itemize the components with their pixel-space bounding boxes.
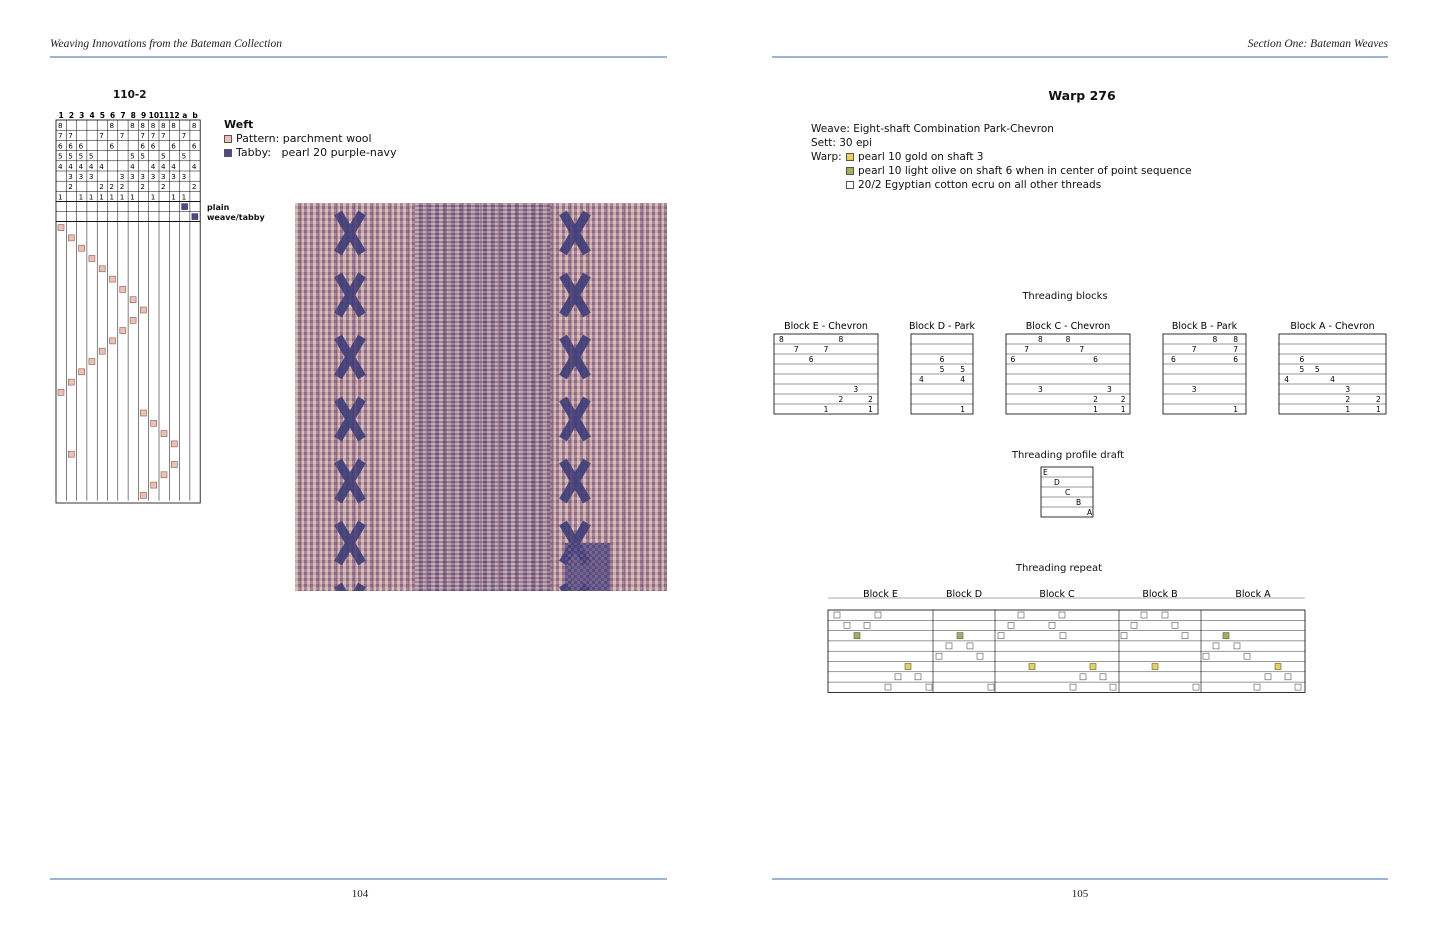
block-name-label: Block C - Chevron	[1025, 321, 1111, 332]
gold-swatch	[846, 153, 854, 161]
tieup-cell: 8	[191, 121, 197, 130]
repeat-thread-mark	[854, 633, 860, 639]
tieup-header-label: 10	[148, 111, 160, 120]
left-page-number: 104	[351, 888, 369, 900]
block-cell: 2	[1093, 395, 1098, 404]
tieup-cell: 2	[109, 182, 115, 192]
plain-weave-label-line2: weave/tabby	[207, 213, 265, 222]
tieup-cell: 4	[150, 161, 156, 171]
repeat-thread-mark	[957, 633, 963, 639]
repeat-thread-mark	[864, 622, 870, 628]
repeat-title: Threading repeat	[1015, 563, 1103, 574]
repeat-block-label: Block C	[1039, 589, 1075, 600]
treadling-mark	[68, 451, 74, 457]
tieup-cell: 5	[68, 151, 73, 161]
repeat-thread-mark	[967, 643, 973, 649]
repeat-thread-mark	[905, 664, 911, 670]
block-cell: 4	[918, 375, 924, 384]
repeat-thread-mark	[875, 612, 881, 618]
repeat-thread-mark	[885, 684, 891, 690]
warp-row-2	[811, 164, 1192, 178]
weft-legend	[224, 118, 397, 160]
block-name-label: Block E - Chevron	[784, 321, 868, 332]
tieup-cell: 3	[181, 172, 187, 181]
block-name-label: Block D - Park	[908, 321, 976, 332]
treadling-mark	[171, 441, 177, 447]
warp-item-1: pearl 10 gold on shaft 3	[858, 151, 984, 163]
repeat-thread-mark	[1008, 622, 1014, 628]
profile-letter: E	[1043, 468, 1048, 477]
profile-letter: A	[1087, 508, 1093, 517]
repeat-thread-mark	[895, 674, 901, 680]
sett-row	[811, 136, 1192, 150]
left-footer-rule	[50, 878, 667, 880]
tieup-cell: 5	[78, 151, 84, 161]
tieup-cell: 7	[181, 131, 187, 141]
tieup-cell: 8	[58, 121, 63, 130]
tieup-cell: 3	[130, 172, 135, 181]
treadling-mark	[99, 266, 105, 272]
repeat-thread-mark	[946, 643, 952, 649]
block-cell: 7	[1191, 345, 1197, 354]
tieup-cell: 7	[119, 131, 125, 141]
block-cell: 6	[1170, 355, 1176, 364]
weft-pattern-row	[224, 132, 397, 146]
block-cell: 4	[1330, 375, 1335, 384]
olive-swatch	[846, 167, 854, 175]
tieup-cell: 4	[99, 161, 104, 171]
repeat-block-label: Block B	[1142, 589, 1178, 600]
repeat-thread-mark	[1018, 612, 1024, 618]
tieup-cell: 4	[130, 161, 135, 171]
block-cell: 8	[779, 335, 784, 344]
tieup-header-label: 3	[79, 111, 85, 120]
block-cell: 3	[1191, 385, 1197, 394]
repeat-thread-mark	[1295, 684, 1301, 690]
treadling-mark	[151, 482, 157, 488]
right-footer-rule	[772, 878, 1388, 880]
repeat-thread-mark	[1203, 653, 1209, 659]
repeat-thread-mark	[988, 684, 994, 690]
block-cell: 8	[1233, 335, 1239, 344]
block-cell: 1	[1345, 405, 1351, 414]
tieup-cell: 5	[58, 151, 63, 161]
profile-letter: B	[1076, 498, 1082, 507]
right-running-head: Section One: Bateman Weaves	[1247, 38, 1388, 50]
tieup-cell: 2	[68, 182, 73, 192]
tieup-cell: 3	[68, 172, 73, 181]
block-cell: 1	[823, 405, 829, 414]
block-cell: 4	[1284, 375, 1290, 384]
tieup-cell: 7	[161, 131, 166, 141]
tieup-cell: 8	[150, 121, 156, 130]
block-cell: 1	[1120, 405, 1126, 414]
block-cell: 8	[838, 335, 844, 344]
block-cell: 1	[1093, 405, 1098, 414]
tieup-cell: 3	[150, 172, 156, 181]
treadling-mark	[58, 225, 64, 231]
tabby-mark	[192, 214, 198, 220]
plain-weave-label-line1: plain	[207, 203, 230, 212]
tieup-cell: 8	[161, 121, 166, 130]
tieup-header-label: 8	[130, 111, 136, 120]
repeat-thread-mark	[1060, 633, 1066, 639]
tieup-cell: 5	[140, 151, 145, 161]
pattern-color-swatch	[224, 135, 232, 143]
treadling-mark	[120, 286, 126, 292]
block-cell: 7	[1079, 345, 1085, 354]
treadling-mark	[140, 410, 146, 416]
repeat-thread-mark	[1110, 684, 1116, 690]
repeat-thread-mark	[936, 653, 942, 659]
block-cell: 8	[1065, 335, 1071, 344]
weave-label: Weave:	[811, 123, 850, 135]
treadling-mark	[110, 276, 116, 282]
tieup-header-label: 1	[58, 111, 64, 120]
warp-label: Warp:	[811, 151, 842, 163]
weft-pattern-value: parchment wool	[282, 132, 372, 145]
treadling-mark	[110, 338, 116, 344]
repeat-thread-mark	[1090, 664, 1096, 670]
tieup-cell: 3	[78, 172, 84, 181]
tieup-cell: 1	[150, 192, 156, 202]
warp-item-3: 20/2 Egyptian cotton ecru on all other threads	[858, 179, 1102, 191]
treadling-mark	[130, 317, 136, 323]
block-cell: 2	[1375, 395, 1381, 404]
warp-title: Warp 276	[1048, 88, 1116, 103]
sett-label: Sett:	[811, 137, 836, 149]
tieup-cell: 1	[78, 192, 84, 202]
block-cell: 2	[1345, 395, 1351, 404]
tieup-cell: 1	[119, 192, 125, 202]
left-running-head: Weaving Innovations from the Bateman Collection	[50, 38, 282, 50]
tieup-cell: 2	[119, 182, 125, 192]
tieup-cell: 3	[119, 172, 125, 181]
block-cell: 1	[1375, 405, 1381, 414]
tieup-header-label: 12	[169, 111, 180, 120]
tieup-cell: 6	[191, 141, 197, 151]
tieup-header-label: 6	[110, 111, 116, 120]
tieup-cell: 4	[78, 161, 84, 171]
tieup-cell: 8	[140, 121, 145, 130]
tieup-cell: 4	[68, 161, 73, 171]
weave-value: Eight-shaft Combination Park-Chevron	[853, 123, 1054, 135]
treadling-mark	[68, 379, 74, 385]
repeat-thread-mark	[1131, 622, 1137, 628]
repeat-thread-mark	[1265, 674, 1271, 680]
block-cell: 7	[823, 345, 829, 354]
tieup-cell: 5	[161, 151, 166, 161]
repeat-thread-mark	[1234, 643, 1240, 649]
warp-specs	[811, 122, 1192, 192]
fabric-band	[415, 203, 550, 591]
tieup-cell: 5	[88, 151, 94, 161]
repeat-block-label: Block D	[945, 589, 983, 600]
block-cell: 5	[960, 365, 966, 374]
block-cell: 5	[939, 365, 945, 374]
block-cell: 2	[1120, 395, 1126, 404]
tieup-cell: 6	[150, 141, 156, 151]
tieup-cell: 3	[140, 172, 145, 181]
treadling-mark	[171, 462, 177, 468]
repeat-thread-mark	[1059, 612, 1065, 618]
weft-tabby-row	[224, 146, 397, 160]
block-cell: 6	[1093, 355, 1098, 364]
repeat-block-label: Block A	[1235, 589, 1271, 600]
tieup-header-label: 9	[140, 111, 147, 120]
repeat-thread-mark	[1213, 643, 1219, 649]
profile-letter: D	[1054, 478, 1060, 487]
right-page-number: 105	[1071, 888, 1089, 900]
treadling-mark	[89, 359, 95, 365]
repeat-thread-mark	[1049, 622, 1055, 628]
tieup-cell: 7	[58, 131, 63, 141]
block-name-label: Block A - Chevron	[1290, 321, 1375, 332]
repeat-thread-mark	[1244, 653, 1250, 659]
weave-row	[811, 122, 1192, 136]
treadling-mark	[151, 420, 157, 426]
repeat-thread-mark	[844, 622, 850, 628]
tieup-cell: 2	[161, 182, 166, 192]
tieup-cell: 5	[130, 151, 135, 161]
tieup-cell: 8	[171, 121, 176, 130]
block-cell: 4	[960, 375, 966, 384]
repeat-thread-mark	[1275, 664, 1281, 670]
tieup-cell: 8	[130, 121, 135, 130]
treadling-mark	[130, 297, 136, 303]
treadling-mark	[89, 256, 95, 262]
fabric-dark-corner	[565, 543, 610, 591]
block-cell: 7	[1233, 345, 1239, 354]
block-cell: 6	[1010, 355, 1016, 364]
treadling-mark	[161, 472, 167, 478]
treadling-mark	[68, 235, 74, 241]
threading-blocks	[770, 318, 1390, 422]
repeat-thread-mark	[1141, 612, 1147, 618]
tieup-cell: 4	[161, 161, 166, 171]
tieup-cell: 1	[130, 192, 135, 202]
repeat-thread-mark	[1172, 622, 1178, 628]
fabric-band	[595, 203, 635, 591]
warp-item-2: pearl 10 light olive on shaft 6 when in center of point sequence	[858, 165, 1192, 177]
tieup-cell: 6	[171, 141, 176, 151]
tieup-cell: 7	[68, 131, 73, 141]
threading-blocks-title: Threading blocks	[1022, 291, 1108, 302]
treadling-mark	[120, 328, 126, 334]
tieup-cell: 7	[99, 131, 104, 141]
tieup-header-label: 7	[120, 111, 126, 120]
treadling-mark	[161, 431, 167, 437]
repeat-thread-mark	[1162, 612, 1168, 618]
repeat-thread-mark	[834, 612, 840, 618]
draft-title: 110-2	[113, 89, 147, 101]
block-cell: 8	[1212, 335, 1218, 344]
repeat-thread-mark	[998, 633, 1004, 639]
tieup-cell: 1	[88, 192, 94, 202]
block-cell: 1	[868, 405, 873, 414]
block-cell: 3	[1106, 385, 1112, 394]
tieup-cell: 3	[161, 172, 166, 181]
weft-pattern-label: Pattern:	[236, 132, 280, 145]
block-cell: 6	[1233, 355, 1239, 364]
tieup-cell: 6	[58, 141, 63, 151]
tieup-cell: 1	[109, 192, 115, 202]
tieup-cell: 2	[140, 182, 145, 192]
tieup-cell: 4	[191, 161, 197, 171]
block-cell: 8	[1038, 335, 1043, 344]
block-cell: 5	[1314, 365, 1320, 374]
tieup-cell: 3	[88, 172, 94, 181]
tieup-cell: 3	[171, 172, 176, 181]
profile-letter: C	[1065, 488, 1071, 497]
repeat-thread-mark	[1285, 674, 1291, 680]
repeat-thread-mark	[1182, 633, 1188, 639]
tieup-cell: 6	[109, 141, 115, 151]
tieup-cell: 8	[109, 121, 115, 130]
block-cell: 2	[838, 395, 844, 404]
sett-value: 30 epi	[839, 137, 872, 149]
tieup-header-label: 2	[68, 111, 75, 120]
tieup-cell: 7	[150, 131, 156, 141]
tieup-cell: 2	[191, 182, 197, 192]
repeat-thread-mark	[1070, 684, 1076, 690]
left-header-rule	[50, 56, 667, 58]
repeat-block-label: Block E	[863, 589, 898, 600]
block-cell: 5	[1299, 365, 1305, 374]
treadling-mark	[99, 348, 105, 354]
tieup-header-label: 5	[99, 111, 105, 120]
tieup-cell: 1	[171, 192, 176, 202]
tieup-header-label: b	[192, 111, 198, 120]
tieup-cell: 6	[68, 141, 73, 151]
ecru-swatch	[846, 181, 854, 189]
woven-fabric-photo	[295, 203, 667, 591]
block-cell: 3	[1345, 385, 1351, 394]
repeat-thread-mark	[915, 674, 921, 680]
tieup-cell: 2	[99, 182, 104, 192]
block-cell: 7	[793, 345, 799, 354]
tieup-cell: 6	[78, 141, 84, 151]
repeat-thread-mark	[1152, 664, 1158, 670]
profile-title: Threading profile draft	[1011, 450, 1125, 461]
threading-repeat	[826, 584, 1310, 694]
block-cell: 1	[960, 405, 966, 414]
block-cell: 6	[808, 355, 814, 364]
block-name-label: Block B - Park	[1171, 321, 1238, 332]
block-cell: 6	[1299, 355, 1305, 364]
block-cell: 3	[1038, 385, 1043, 394]
tieup-cell: 6	[140, 141, 145, 151]
block-cell: 3	[853, 385, 859, 394]
treadling-mark	[79, 245, 85, 251]
tieup-cell: 4	[171, 161, 176, 171]
treadling-mark	[140, 307, 146, 313]
repeat-thread-mark	[1254, 684, 1260, 690]
repeat-thread-mark	[977, 653, 983, 659]
treadling-mark	[140, 492, 146, 498]
weft-tabby-value: pearl 20 purple-navy	[281, 146, 397, 159]
tieup-treadling-draft	[54, 109, 204, 505]
tieup-cell: 1	[99, 192, 104, 202]
repeat-thread-mark	[1100, 674, 1106, 680]
right-header-rule	[772, 56, 1388, 58]
warp-row-3	[811, 178, 1192, 192]
tieup-cell: 1	[181, 192, 187, 202]
weft-tabby-label: Tabby:	[236, 146, 272, 159]
tieup-cell: 4	[58, 161, 63, 171]
tabby-color-swatch	[224, 149, 232, 157]
threading-profile-draft	[1039, 466, 1097, 520]
warp-row-1	[811, 150, 1192, 164]
repeat-thread-mark	[1193, 684, 1199, 690]
tieup-cell: 7	[140, 131, 145, 141]
block-cell: 1	[1233, 405, 1239, 414]
block-cell: 2	[868, 395, 873, 404]
repeat-thread-mark	[1121, 633, 1127, 639]
repeat-thread-mark	[926, 684, 932, 690]
repeat-thread-mark	[1080, 674, 1086, 680]
tieup-cell: 1	[58, 192, 63, 202]
treadling-mark	[79, 369, 85, 375]
treadling-mark	[58, 389, 64, 395]
repeat-thread-mark	[1029, 664, 1035, 670]
tieup-header-label: 11	[158, 111, 170, 120]
plain-weave-label	[207, 203, 265, 223]
tieup-header-label: a	[182, 111, 188, 120]
block-cell: 7	[1024, 345, 1030, 354]
repeat-thread-mark	[1223, 633, 1229, 639]
tieup-cell: 4	[88, 161, 94, 171]
tabby-mark	[182, 204, 188, 210]
tieup-header-label: 4	[89, 111, 95, 120]
weft-title: Weft	[224, 118, 254, 131]
block-cell: 6	[939, 355, 945, 364]
tieup-cell: 5	[181, 151, 187, 161]
